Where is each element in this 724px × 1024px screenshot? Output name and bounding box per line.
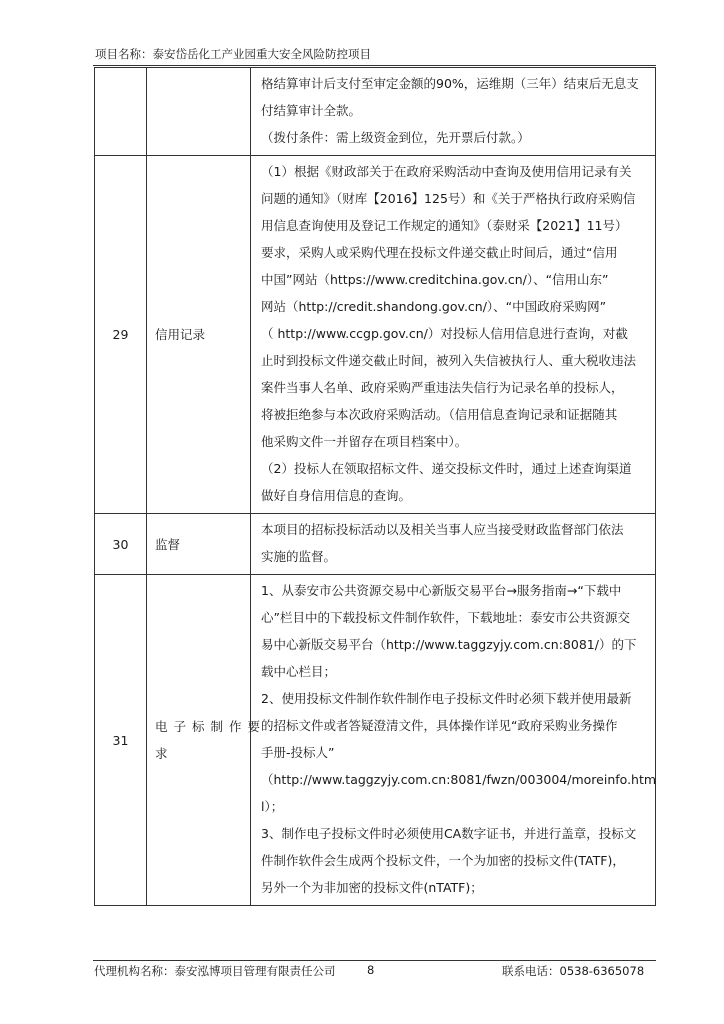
row-content bbox=[251, 156, 656, 514]
content-line: 做好自身信用信息的查询。 bbox=[261, 488, 412, 503]
header-divider bbox=[93, 65, 656, 66]
row-number bbox=[95, 68, 147, 156]
content-line: 本项目的招标投标活动以及相关当事人应当接受财政监督部门依法 bbox=[261, 522, 624, 537]
content-line: 载中心栏目； bbox=[261, 664, 337, 679]
content-line: l）； bbox=[261, 799, 284, 814]
content-line: 要求，采购人或采购代理在投标文件递交截止时间后，通过“信用 bbox=[261, 245, 618, 260]
content-line: 格结算审计后支付至审定金额的90%，运维期（三年）结束后无息支 bbox=[261, 76, 639, 91]
content-line: （ http://www.ccgp.gov.cn/）对投标人信用信息进行查询，对截 bbox=[261, 326, 628, 341]
row-label-line: 信用记录 bbox=[155, 327, 206, 342]
content-line: 2、使用投标文件制作软件制作电子投标文件时必须下载并使用最新 bbox=[261, 691, 632, 706]
table-body bbox=[95, 68, 656, 906]
content-line: （拨付条件：需上级资金到位，先开票后付款。） bbox=[261, 130, 530, 145]
content-line: 网站（http://credit.shandong.gov.cn/）、“中国政府采购网” bbox=[261, 299, 607, 314]
row-number: 31 bbox=[95, 575, 147, 906]
row-label bbox=[147, 68, 251, 156]
row-content bbox=[251, 575, 656, 906]
row-label bbox=[147, 156, 251, 514]
table-row bbox=[95, 575, 656, 906]
content-line: （2）投标人在领取招标文件、递交投标文件时，通过上述查询渠道 bbox=[261, 461, 632, 476]
row-label-line: 监督 bbox=[155, 536, 181, 552]
table-row bbox=[95, 514, 656, 575]
content-line: 另外一个为非加密的投标文件(nTATF)； bbox=[261, 880, 483, 895]
content-line: 问题的通知》（财库【2016】125号）和《关于严格执行政府采购信 bbox=[261, 191, 636, 206]
content-line: 将被拒绝参与本次政府采购活动。（信用信息查询记录和证据随其 bbox=[261, 407, 618, 422]
content-line: 件制作软件会生成两个投标文件，一个为加密的投标文件(TATF)， bbox=[261, 853, 625, 868]
row-label bbox=[147, 575, 267, 906]
content-line: 易中心新版交易平台（http://www.taggzyjy.com.cn:8081/）的下 bbox=[261, 637, 637, 652]
footer-page-number: 8 bbox=[367, 963, 375, 977]
content-line: （http://www.taggzyjy.com.cn:8081/fwzn/003004/moreinfo.htm bbox=[261, 772, 657, 787]
row-number: 29 bbox=[95, 156, 147, 514]
footer-phone: 联系电话：0538-6365078 bbox=[502, 964, 645, 978]
row-label bbox=[147, 514, 251, 575]
content-line: 实施的监督。 bbox=[261, 549, 337, 564]
footer-divider bbox=[93, 960, 656, 961]
content-line: 3、制作电子投标文件时必须使用CA数字证书，并进行盖章，投标文 bbox=[261, 826, 637, 841]
content-line: 用信息查询使用及登记工作规定的通知》（泰财采【2021】11号） bbox=[261, 218, 628, 233]
content-line: 心”栏目中的下载投标文件制作软件，下载地址：泰安市公共资源交 bbox=[261, 610, 630, 625]
table-row bbox=[95, 68, 656, 156]
content-line: 付结算审计全款。 bbox=[261, 103, 362, 118]
page-header-project: 项目名称：泰安岱岳化工产业园重大安全风险防控项目 bbox=[95, 47, 371, 61]
table-row bbox=[95, 156, 656, 514]
content-line: 他采购文件一并留存在项目档案中）。 bbox=[261, 434, 468, 449]
content-line: 1、从泰安市公共资源交易中心新版交易平台→服务指南→“下载中 bbox=[261, 583, 622, 598]
footer-agency: 代理机构名称：泰安泓博项目管理有限责任公司 bbox=[94, 964, 336, 978]
row-content bbox=[251, 514, 656, 575]
content-line: 中国”网站（https://www.creditchina.gov.cn/）、“信用山东” bbox=[261, 272, 609, 287]
requirements-table bbox=[94, 67, 656, 906]
content-line: 的招标文件或者答疑澄清文件，具体操作详见“政府采购业务操作 bbox=[261, 718, 618, 733]
row-content bbox=[251, 68, 656, 156]
content-line: （1）根据《财政部关于在政府采购活动中查询及使用信用记录有关 bbox=[261, 164, 632, 179]
row-label-line: 求 bbox=[155, 746, 168, 761]
row-label-line: 电子标制作要 bbox=[155, 719, 267, 734]
content-line: 止时到投标文件递交截止时间，被列入失信被执行人、重大税收违法 bbox=[261, 353, 637, 368]
row-number: 30 bbox=[95, 514, 147, 575]
content-line: 案件当事人名单、政府采购严重违法失信行为记录名单的投标人， bbox=[261, 380, 624, 395]
content-line: 手册-投标人” bbox=[261, 745, 335, 760]
